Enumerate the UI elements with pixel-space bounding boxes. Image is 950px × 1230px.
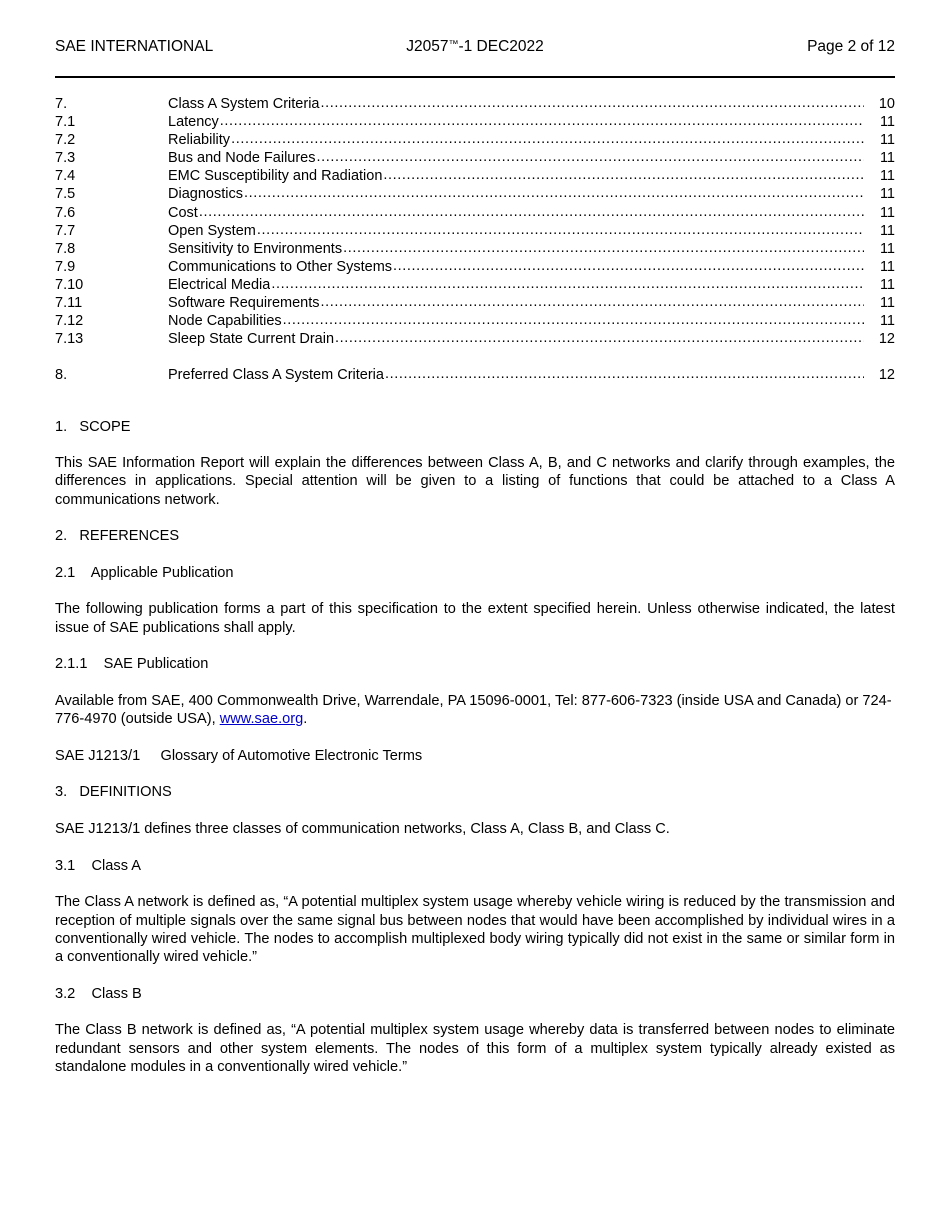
toc-entry-title: Sleep State Current Drain — [168, 331, 335, 348]
toc-entry-page: 11 — [879, 240, 895, 257]
section-heading-definitions: 3. DEFINITIONS — [55, 784, 172, 801]
toc-entry-number: 7.13 — [55, 331, 84, 348]
toc-dot-leader — [231, 130, 864, 148]
toc-entry[interactable] — [55, 113, 895, 131]
toc-dot-leader — [321, 94, 865, 112]
toc-entry-number: 7.4 — [55, 168, 76, 185]
toc-spacer — [55, 348, 895, 366]
toc-entry-number: 7.11 — [55, 295, 83, 312]
toc-entry-number: 7.8 — [55, 240, 76, 257]
toc-entry-page: 11 — [879, 222, 895, 239]
toc-entry-title: Reliability — [168, 132, 231, 149]
toc-entry-page: 10 — [878, 96, 895, 112]
toc-dot-leader — [335, 329, 864, 347]
toc-dot-leader — [283, 311, 864, 329]
header-divider — [55, 76, 895, 78]
toc-entry-number: 7.2 — [55, 132, 76, 149]
spacer — [55, 875, 895, 893]
toc-dot-leader — [383, 166, 864, 184]
toc-entry-title: Node Capabilities — [168, 313, 282, 330]
toc-entry[interactable] — [55, 294, 895, 312]
toc-entry[interactable] — [55, 240, 895, 258]
paragraph-definitions-intro: SAE J1213/1 defines three classes of communication networks, Class A, Class B, and Class C. — [55, 821, 670, 838]
paragraph-applicable-publication: The following publication forms a part of this specification to the extent specified herein. Unless otherwise indicated, the latest issue of SAE publications shall apply. — [55, 601, 895, 636]
availability-text-after-link: . — [303, 711, 308, 728]
toc-entry-number: 7.10 — [55, 276, 84, 293]
toc-entry-title: Software Requirements — [168, 295, 320, 312]
paragraph-scope: This SAE Information Report will explain the differences between Class A, B, and C networks and clarify through examples, the differences in applications. Special attention will be given to a listing of functions that could be attached to a Class A communications network. — [55, 455, 895, 508]
subsection-heading-class-a: 3.1 Class A — [55, 857, 141, 874]
toc-dot-leader — [343, 239, 864, 257]
spacer — [55, 582, 895, 600]
toc-entry-number: 7.7 — [55, 222, 76, 239]
toc-entry-title: Communications to Other Systems — [168, 258, 393, 275]
toc-dot-leader — [271, 275, 864, 293]
toc-entry-title: Latency — [168, 114, 219, 131]
toc-dot-leader — [393, 257, 864, 275]
toc-entry[interactable] — [55, 95, 895, 113]
toc-entry-title: Diagnostics — [168, 186, 243, 203]
toc-entry[interactable] — [55, 185, 895, 203]
toc-entry-number: 7.6 — [55, 204, 76, 221]
table-of-contents — [55, 95, 895, 385]
sae-website-link[interactable]: www.sae.org — [219, 711, 304, 728]
toc-entry-title: Bus and Node Failures — [168, 150, 316, 167]
toc-entry-number: 7.9 — [55, 258, 76, 275]
toc-entry[interactable] — [55, 276, 895, 294]
subsection-heading-class-b: 3.2 Class B — [55, 985, 142, 1002]
toc-entry-title: Open System — [168, 222, 256, 239]
toc-dot-leader — [317, 148, 865, 166]
toc-entry[interactable] — [55, 330, 895, 348]
spacer — [55, 729, 895, 747]
toc-entry-page: 11 — [879, 204, 895, 221]
toc-entry-title: EMC Susceptibility and Radiation — [168, 168, 383, 185]
header-page-number: Page 2 of 12 — [807, 38, 895, 55]
toc-entry-number: 7.12 — [55, 313, 84, 330]
toc-entry[interactable] — [55, 149, 895, 167]
toc-entry-page: 11 — [879, 258, 895, 275]
publication-reference-j1213: SAE J1213/1 Glossary of Automotive Electronic Terms — [55, 747, 423, 764]
toc-entry-number: 7. — [55, 96, 68, 112]
toc-entry-title: Electrical Media — [168, 276, 271, 293]
trademark-icon: ™ — [448, 39, 459, 50]
spacer — [55, 674, 895, 692]
toc-entry[interactable] — [55, 167, 895, 185]
spacer — [55, 509, 895, 527]
spacer — [55, 546, 895, 564]
paragraph-availability — [55, 692, 895, 729]
toc-entry-title: Preferred Class A System Criteria — [168, 367, 384, 384]
toc-entry-page: 11 — [879, 168, 895, 185]
toc-entry[interactable] — [55, 204, 895, 222]
toc-entry-page: 11 — [879, 150, 895, 167]
toc-entry-title: Class A System Criteria — [168, 96, 320, 112]
toc-entry-number: 7.3 — [55, 150, 76, 167]
section-heading-scope: 1. SCOPE — [55, 418, 131, 435]
page-header — [55, 0, 895, 72]
toc-dot-leader — [199, 203, 864, 221]
toc-entry-number: 7.1 — [55, 114, 76, 131]
header-organization: SAE INTERNATIONAL — [55, 38, 214, 55]
toc-dot-leader — [220, 112, 864, 130]
toc-entry-page: 12 — [878, 331, 895, 348]
paragraph-class-b: The Class B network is defined as, “A potential multiplex system usage whereby data is transferred between nodes to eliminate redundant sensors and other system elements. The nodes of this form of a multiplex system typically already existed as standalone modules in a conventionally wired vehicle.” — [55, 1022, 895, 1075]
toc-entry-title: Cost — [168, 204, 198, 221]
availability-text-before-link: Available from SAE, 400 Commonwealth Drive, Warrendale, PA 15096-0001, Tel: 877-606-7323 (inside USA and Canada) or 724-776-4970 (outside USA), — [55, 692, 892, 728]
toc-entry-page: 11 — [879, 132, 895, 149]
spacer — [55, 1003, 895, 1021]
toc-dot-leader — [321, 293, 864, 311]
spacer — [55, 436, 895, 454]
toc-dot-leader — [385, 365, 864, 383]
spacer — [55, 802, 895, 820]
subsection-heading-sae-publication: 2.1.1 SAE Publication — [55, 656, 209, 673]
toc-entry-page: 11 — [879, 295, 895, 312]
toc-entry[interactable] — [55, 366, 895, 384]
toc-entry[interactable] — [55, 222, 895, 240]
paragraph-class-a: The Class A network is defined as, “A potential multiplex system usage whereby vehicle wiring is reduced by the transmission and reception of multiple signals over the same signal bus between nodes that would have been accomplished by individual wires in a conventionally wired vehicle. The nodes to accomplish multiplexed body wiring typically did not exist in the same or similar form in a conventionally wired vehicle.” — [55, 894, 895, 966]
toc-entry[interactable] — [55, 131, 895, 149]
toc-entry-number: 7.5 — [55, 186, 76, 203]
toc-dot-leader — [257, 221, 864, 239]
toc-entry-title: Sensitivity to Environments — [168, 240, 343, 257]
spacer — [55, 838, 895, 856]
section-heading-references: 2. REFERENCES — [55, 528, 180, 545]
toc-entry-page: 11 — [879, 186, 895, 203]
toc-entry-page: 11 — [879, 276, 895, 293]
toc-entry-number: 8. — [55, 367, 68, 384]
spacer — [55, 765, 895, 783]
toc-entry-page: 12 — [878, 367, 895, 384]
toc-entry[interactable] — [55, 258, 895, 276]
header-doc-number: J2057 — [406, 38, 449, 55]
spacer — [55, 637, 895, 655]
header-doc-suffix: -1 DEC2022 — [458, 38, 544, 55]
subsection-heading-applicable-publication: 2.1 Applicable Publication — [55, 564, 234, 581]
toc-entry-page: 11 — [879, 313, 895, 330]
toc-dot-leader — [244, 184, 864, 202]
document-body — [55, 418, 895, 1077]
toc-entry[interactable] — [55, 312, 895, 330]
spacer — [55, 966, 895, 984]
toc-entry-page: 11 — [879, 114, 895, 131]
